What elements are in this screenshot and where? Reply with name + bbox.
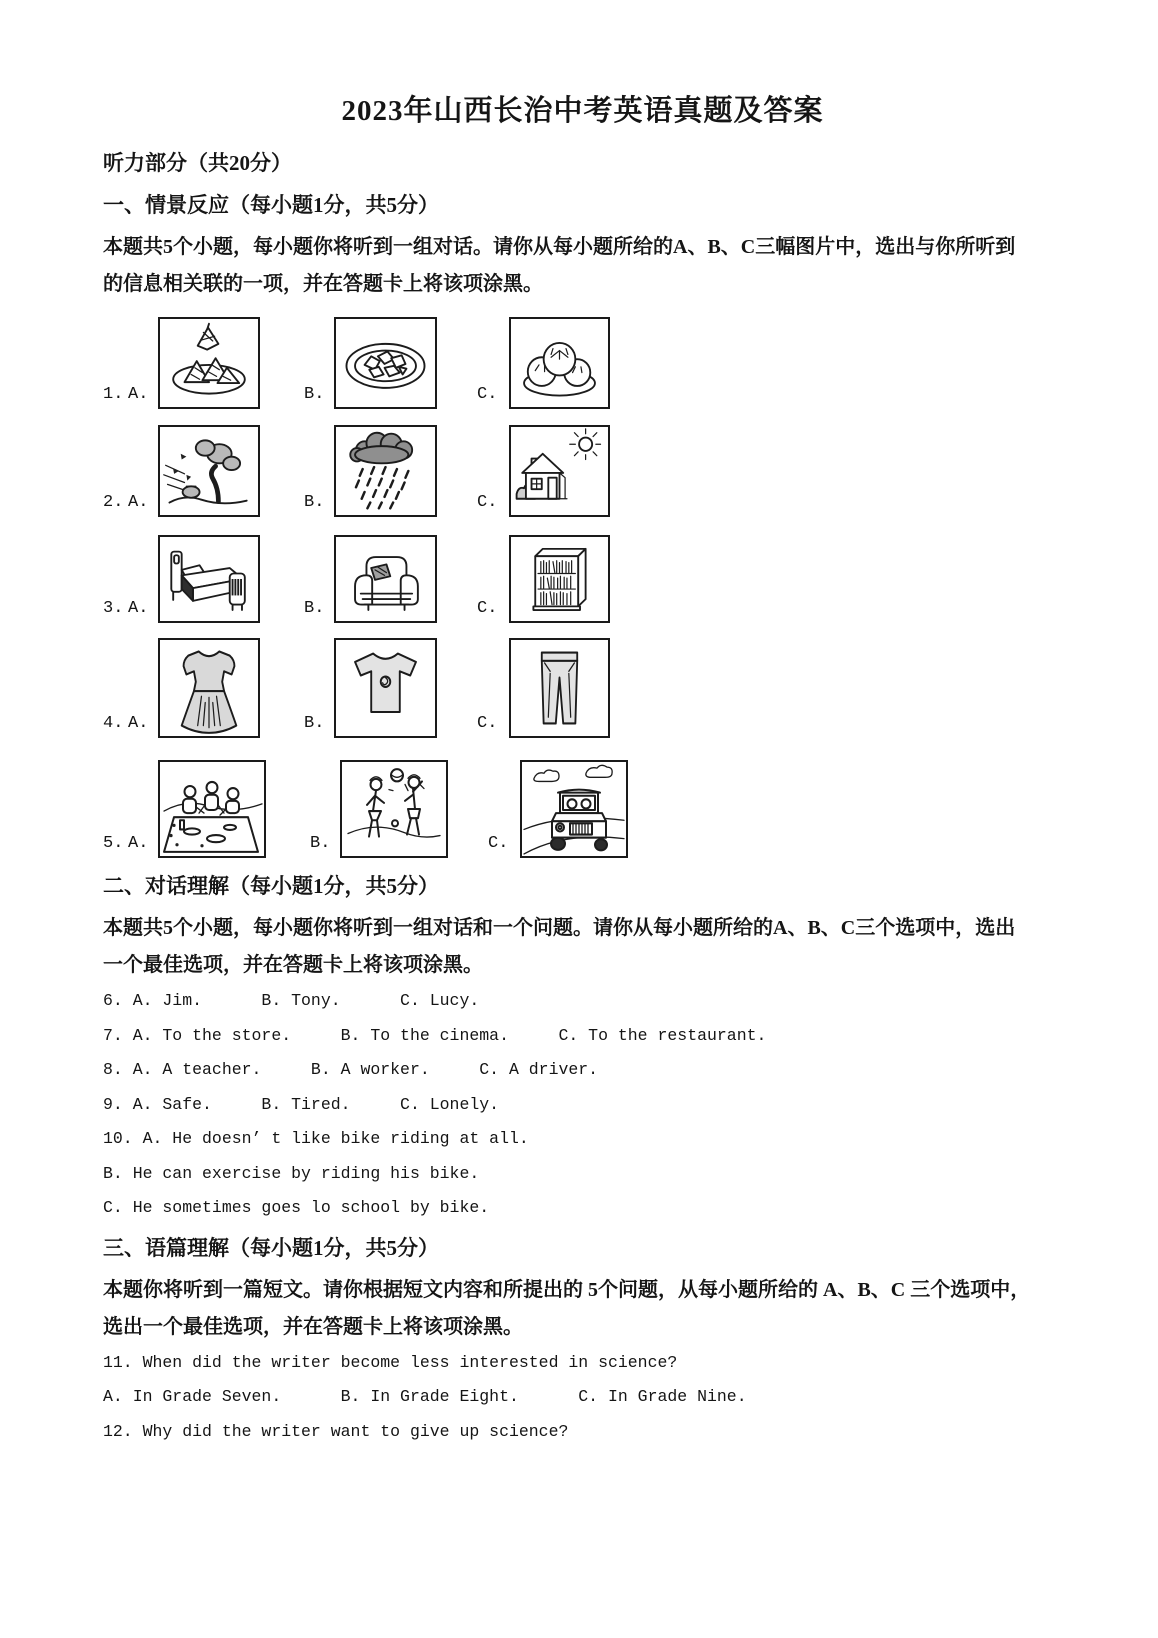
family-picnic-icon [160,762,264,856]
section1-instructions-line1: 本题共5个小题，每小题你将听到一组对话。请你从每小题所给的A、B、C三幅图片中，选出与你所听到 [103,236,1016,258]
question-1-row [103,317,1062,409]
question-3-row [103,535,1062,623]
option-a-label: A. [128,493,149,512]
question-number: 4. [103,714,124,733]
section3-instructions-line2: 选出一个最佳选项，并在答题卡上将该项涂黑。 [103,1315,523,1338]
option-b-image-t-shirt [334,638,437,738]
listening-part-heading: 听力部分（共20分） [103,151,292,175]
section2-instructions-line1: 本题共5个小题，每小题你将听到一组对话和一个问题。请你从每小题所给的A、B、C三个选项中，选出 [103,917,1016,939]
section3-instructions-line1: 本题你将听到一篇短文。请你根据短文内容和所提出的 5个问题，从每小题所给的 A、B、C 三个选项中， [103,1278,1031,1301]
option-c-label: C. [477,493,498,512]
question-11-text: 11. When did the writer become less interested in science? [103,1352,678,1372]
question-8-options: 8. A. A teacher. B. A worker. C. A driver. [103,1060,599,1079]
question-10-option-b: B. He can exercise by riding his bike. [103,1163,480,1183]
option-b-label: B. [304,714,325,733]
section3-heading: 三、语篇理解（每小题1分，共5分） [103,1235,439,1260]
t-shirt-icon [336,640,435,736]
option-b-label: B. [304,493,325,512]
question-10-option-c: C. He sometimes goes lo school by bike. [103,1198,490,1217]
page-title: 2023年山西长治中考英语真题及答案 [341,95,824,127]
dress-icon [160,640,258,736]
section1-instructions-line2: 的信息相关联的一项，并在答题卡上将该项涂黑。 [103,273,543,295]
option-a-image-plate-of-zongzi [158,317,260,409]
option-c-label: C. [488,834,509,853]
section2-instructions-line2: 一个最佳选项，并在答题卡上将该项涂黑。 [103,954,483,976]
option-a-label: A. [128,834,149,853]
question-4-row [103,638,1062,738]
option-a-image-windy-tree [158,425,260,517]
option-c-image-trousers [509,638,610,738]
option-c-image-plate-of-baozi [509,317,610,409]
option-c-image-people-driving-car [520,760,628,858]
option-c-label: C. [477,385,498,404]
option-a-image-bed [158,535,260,623]
picture-options-grid [103,317,1062,858]
bookshelf-icon [511,537,608,621]
option-c-image-sunny-house [509,425,610,517]
option-b-image-rain-cloud [334,425,437,517]
option-b-image-plate-of-cut-food [334,317,437,409]
question-number: 5. [103,834,124,853]
option-c-label: C. [477,599,498,618]
option-c-label: C. [477,714,498,733]
question-12-text: 12. Why did the writer want to give up science? [103,1421,569,1441]
plate-of-zongzi-icon [160,319,258,407]
rain-cloud-icon [336,427,435,515]
question-5-row [103,760,1062,858]
option-b-label: B. [304,385,325,404]
option-a-label: A. [128,599,149,618]
option-a-image-family-picnic [158,760,266,858]
option-b-label: B. [310,834,331,853]
question-number: 3. [103,599,124,618]
option-b-image-girls-playing-ball [340,760,448,858]
plate-of-cut-food-icon [336,319,435,407]
question-9-options: 9. A. Safe. B. Tired. C. Lonely. [103,1094,500,1114]
section2-heading: 二、对话理解（每小题1分，共5分） [103,874,439,898]
sunny-house-icon [511,427,608,515]
question-2-row [103,425,1062,517]
option-b-label: B. [304,599,325,618]
section1-heading: 一、情景反应（每小题1分，共5分） [103,193,439,217]
option-a-image-dress [158,638,260,738]
option-c-image-bookshelf [509,535,610,623]
question-number: 1. [103,385,124,404]
people-driving-car-icon [522,762,626,856]
question-11-options: A. In Grade Seven. B. In Grade Eight. C. In Grade Nine. [103,1387,747,1406]
windy-tree-icon [160,427,258,515]
question-6-options: 6. A. Jim. B. Tony. C. Lucy. [103,991,480,1010]
question-number: 2. [103,493,124,512]
question-7-options: 7. A. To the store. B. To the cinema. C. To the restaurant. [103,1025,767,1045]
option-b-image-armchair [334,535,437,623]
plate-of-baozi-icon [511,319,608,407]
option-a-label: A. [128,714,149,733]
option-a-label: A. [128,385,149,404]
armchair-icon [336,537,435,621]
question-10-option-a: 10. A. He doesn’ t like bike riding at all. [103,1129,529,1148]
trousers-icon [511,640,608,736]
girls-playing-ball-icon [342,762,446,856]
bed-icon [160,537,258,621]
